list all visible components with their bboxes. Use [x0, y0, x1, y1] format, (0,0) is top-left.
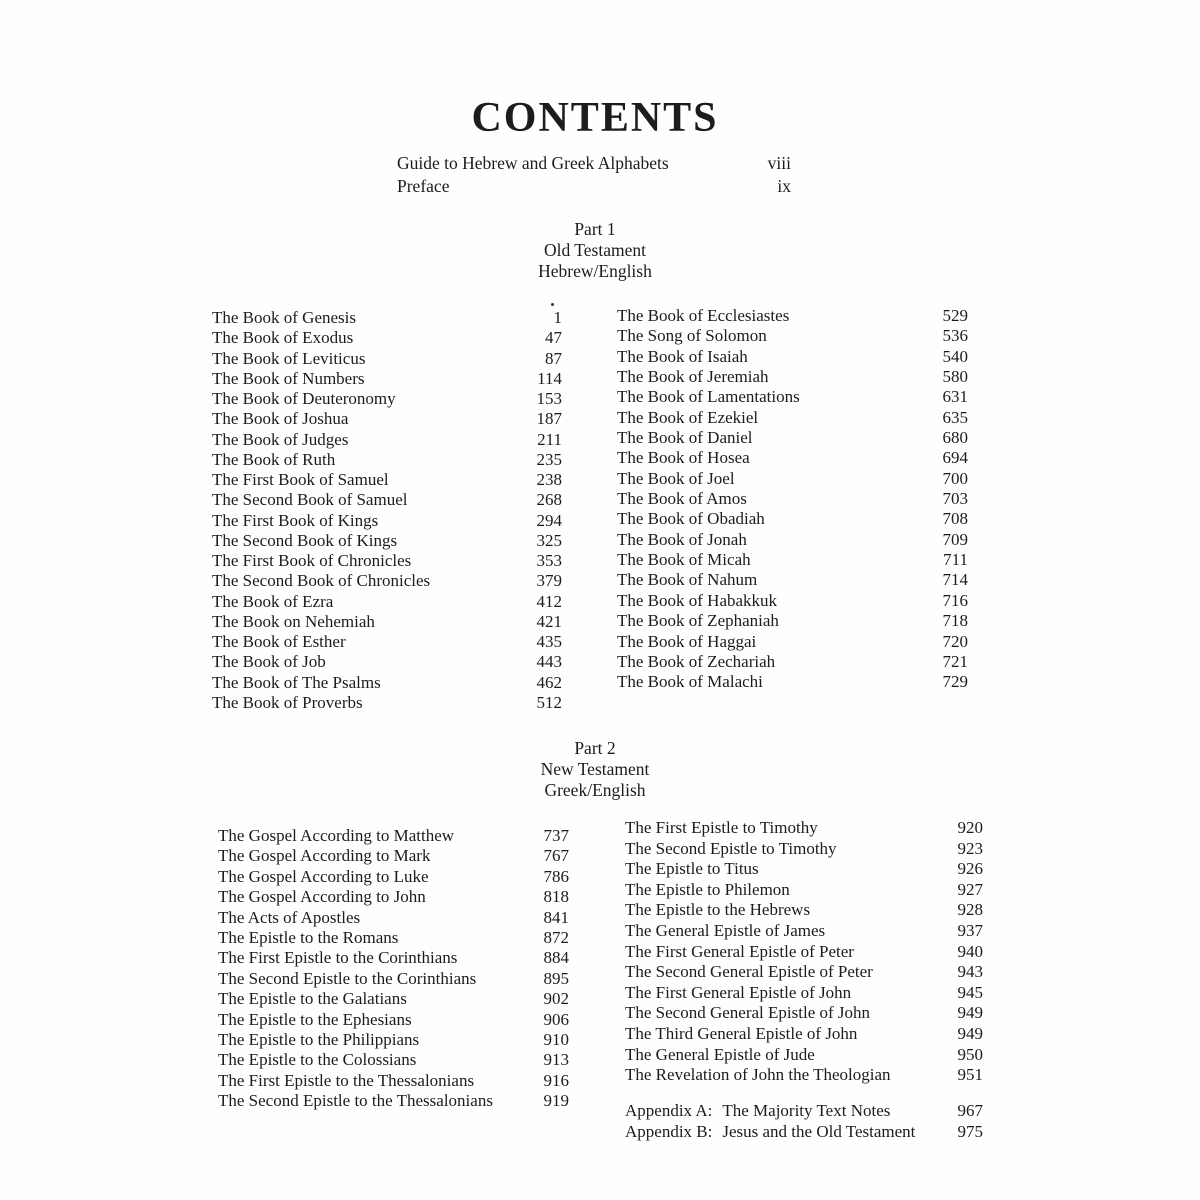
entry-title: Preface: [397, 176, 450, 196]
entry-page-number: ix: [777, 176, 791, 196]
entry-page-number: 238: [536, 470, 562, 489]
toc-entry: [617, 448, 968, 468]
toc-entry: [625, 880, 983, 901]
entry-page-number: 709: [942, 529, 968, 549]
toc-entry: [212, 652, 562, 672]
entry-title: The General Epistle of Jude: [625, 1044, 815, 1064]
entry-page-number: 928: [957, 900, 983, 920]
entry-title: The Book of Job: [212, 652, 326, 672]
front-matter-list: [397, 152, 791, 198]
entry-page-number: 412: [536, 591, 562, 611]
entry-title: The Book of Jeremiah: [617, 367, 769, 387]
entry-page-number: 943: [957, 962, 983, 982]
entry-page-number: 940: [957, 941, 983, 961]
entry-page-number: 708: [942, 509, 968, 529]
entry-page-number: 703: [942, 489, 968, 509]
entry-page-number: 153: [536, 389, 562, 408]
entry-page-number: 114: [537, 368, 562, 388]
toc-entry: [218, 969, 569, 989]
toc-entry: [218, 826, 569, 846]
toc-entry: [212, 592, 562, 612]
toc-entry: [617, 469, 968, 489]
toc-entry: [218, 887, 569, 907]
entry-page-number: 975: [957, 1122, 983, 1141]
part-2-languages: Greek/English: [544, 780, 646, 800]
entry-title: The Epistle to the Hebrews: [625, 900, 811, 920]
part-2-testament: New Testament: [540, 759, 650, 779]
toc-entry: [212, 693, 562, 713]
entry-page-number: 923: [957, 838, 983, 858]
entry-title: The Second Book of Samuel: [212, 490, 408, 510]
entry-title: The Book of Jonah: [617, 529, 747, 549]
entry-title: The First Book of Kings: [212, 510, 379, 530]
toc-entry: [218, 1010, 569, 1030]
entry-page-number: 906: [543, 1009, 569, 1029]
entry-title: The Book of Amos: [617, 489, 747, 509]
entry-page-number: 711: [943, 550, 968, 570]
entry-title: The Gospel According to Matthew: [218, 826, 455, 845]
entry-page-number: 884: [543, 948, 569, 968]
entry-page-number: 421: [536, 611, 562, 631]
front-matter-entry: [397, 152, 791, 175]
entry-title: The Book of Deuteronomy: [212, 389, 396, 408]
entry-page-number: 268: [536, 490, 562, 510]
entry-page-number: 1: [553, 308, 562, 327]
toc-entry: [617, 489, 968, 509]
entry-title: The Second Epistle to the Corinthians: [218, 968, 477, 988]
toc-entry: [212, 551, 562, 571]
toc-entry: [212, 349, 562, 369]
entry-title: The First Epistle to Timothy: [625, 818, 818, 837]
toc-entry: [625, 962, 983, 983]
entry-title: The Book of Joel: [617, 468, 735, 488]
entry-title: Guide to Hebrew and Greek Alphabets: [397, 153, 669, 173]
toc-entry: [617, 347, 968, 367]
toc-entry: [212, 409, 562, 429]
part-1-languages: Hebrew/English: [538, 261, 652, 281]
entry-title: The Epistle to the Romans: [218, 928, 399, 948]
toc-entry: [212, 308, 562, 328]
entry-title: The First General Epistle of John: [625, 982, 852, 1002]
entry-title: The Book of Numbers: [212, 368, 365, 388]
entry-title: The Book of Zechariah: [617, 651, 776, 671]
toc-entry: [625, 942, 983, 963]
entry-title: The Epistle to the Ephesians: [218, 1009, 412, 1029]
toc-entry: [617, 387, 968, 407]
part-1-heading: [0, 219, 1190, 282]
entry-page-number: 926: [957, 859, 983, 879]
entry-title: The Book of Hosea: [617, 448, 750, 468]
entry-page-number: 540: [942, 346, 968, 366]
entry-page-number: viii: [767, 153, 791, 173]
page-title: CONTENTS: [471, 95, 719, 141]
entry-page-number: 435: [536, 632, 562, 651]
toc-entry: [218, 867, 569, 887]
toc-entry: [617, 326, 968, 346]
entry-title: The Second Book of Chronicles: [212, 571, 431, 591]
entry-page-number: 916: [543, 1070, 569, 1090]
entry-title: The Book of Judges: [212, 429, 349, 449]
entry-title: The Epistle to the Philippians: [218, 1030, 420, 1050]
toc-entry: [617, 428, 968, 448]
entry-page-number: 721: [942, 651, 968, 671]
entry-title: The Book of Habakkuk: [617, 590, 778, 610]
entry-title: The Second Epistle to Timothy: [625, 838, 837, 858]
entry-title: The Book of Esther: [212, 632, 346, 651]
entry-title: The Book of Lamentations: [617, 387, 800, 407]
entry-title: The Epistle to Philemon: [625, 879, 790, 899]
toc-entry: [625, 921, 983, 942]
entry-title: The Gospel According to Luke: [218, 866, 429, 886]
appendix-label: Appendix A:: [625, 1101, 713, 1120]
toc-entry: [617, 632, 968, 652]
entry-page-number: 635: [942, 407, 968, 427]
print-artifact-dot: [551, 303, 554, 306]
entry-page-number: 950: [957, 1044, 983, 1064]
entry-page-number: 580: [942, 367, 968, 387]
toc-entry: [218, 846, 569, 866]
entry-page-number: 872: [543, 928, 569, 948]
entry-title: The Majority Text Notes: [722, 1101, 891, 1120]
toc-entry: [218, 1030, 569, 1050]
entry-title: The First General Epistle of Peter: [625, 941, 854, 961]
toc-entry: [625, 818, 983, 839]
toc-entry: [218, 1071, 569, 1091]
toc-entry: [212, 673, 562, 693]
front-matter-entry: [397, 175, 791, 198]
new-testament-left-column: [218, 826, 569, 1112]
toc-entry: [212, 511, 562, 531]
entry-page-number: 512: [536, 692, 562, 712]
appendix-entry: [625, 1121, 983, 1142]
entry-title: The Song of Solomon: [617, 326, 767, 346]
entry-title: The Book of Nahum: [617, 570, 758, 590]
entry-page-number: 919: [543, 1091, 569, 1111]
entry-title: The Book of Proverbs: [212, 692, 363, 712]
toc-entry: [617, 550, 968, 570]
entry-title: The Book of Joshua: [212, 409, 349, 429]
entry-page-number: 767: [543, 846, 569, 866]
toc-entry: [212, 389, 562, 409]
toc-entry: [625, 1045, 983, 1066]
entry-title: The Book of Exodus: [212, 328, 354, 348]
entry-title: The Book of Ezekiel: [617, 407, 759, 427]
old-testament-right-column: [617, 306, 968, 693]
entry-title: The Book of Genesis: [212, 308, 357, 327]
toc-entry: [617, 367, 968, 387]
entry-title: The Epistle to Titus: [625, 859, 759, 879]
toc-entry: [617, 591, 968, 611]
entry-page-number: 818: [543, 887, 569, 907]
entry-title: The Book of Ezra: [212, 591, 334, 611]
toc-entry: [212, 470, 562, 490]
entry-title: The Book of The Psalms: [212, 672, 381, 692]
entry-page-number: 949: [957, 1023, 983, 1043]
toc-entry: [212, 328, 562, 348]
toc-entry: [625, 900, 983, 921]
toc-entry: [625, 859, 983, 880]
appendix-entry: [625, 1100, 983, 1121]
entry-title: The Gospel According to Mark: [218, 846, 431, 866]
entry-page-number: 529: [942, 306, 968, 325]
entry-page-number: 235: [536, 449, 562, 469]
entry-page-number: 967: [957, 1101, 983, 1120]
entry-page-number: 325: [536, 530, 562, 550]
entry-page-number: 631: [942, 387, 968, 407]
entry-page-number: 187: [536, 409, 562, 429]
toc-entry: [218, 908, 569, 928]
entry-page-number: 945: [957, 982, 983, 1002]
entry-page-number: 927: [957, 879, 983, 899]
entry-title: The Book of Daniel: [617, 428, 753, 448]
toc-entry: [212, 612, 562, 632]
entry-title: The Third General Epistle of John: [625, 1023, 858, 1043]
entry-page-number: 443: [536, 652, 562, 672]
entry-title: The Book of Malachi: [617, 672, 763, 692]
part-2-heading: [0, 738, 1190, 801]
entry-page-number: 714: [942, 570, 968, 590]
entry-title: The Book on Nehemiah: [212, 611, 375, 631]
toc-entry: [218, 989, 569, 1009]
entry-page-number: 910: [543, 1030, 569, 1050]
entry-title: The First Book of Samuel: [212, 470, 389, 489]
toc-entry: [617, 570, 968, 590]
entry-page-number: 718: [942, 611, 968, 631]
new-testament-right-column: [625, 818, 983, 1086]
entry-page-number: 920: [957, 818, 983, 837]
toc-entry: [218, 1050, 569, 1070]
toc-entry: [617, 509, 968, 529]
entry-page-number: 729: [942, 672, 968, 692]
entry-title: The Book of Obadiah: [617, 509, 765, 529]
entry-title: The First Book of Chronicles: [212, 551, 412, 570]
toc-entry: [617, 530, 968, 550]
toc-entry: [212, 369, 562, 389]
entry-page-number: 737: [543, 826, 569, 845]
toc-entry: [218, 928, 569, 948]
entry-title: The Gospel According to John: [218, 887, 426, 907]
entry-title: The Revelation of John the Theologian: [625, 1065, 891, 1085]
entry-page-number: 294: [536, 510, 562, 530]
toc-entry: [625, 839, 983, 860]
entry-title: The Book of Micah: [617, 550, 751, 570]
entry-page-number: 379: [536, 571, 562, 591]
entry-title: The Book of Leviticus: [212, 348, 366, 368]
toc-entry: [212, 450, 562, 470]
entry-title: The General Epistle of James: [625, 920, 826, 940]
toc-entry: [212, 531, 562, 551]
entry-page-number: 462: [536, 672, 562, 692]
entry-title: The Book of Isaiah: [617, 346, 748, 366]
entry-title: Jesus and the Old Testament: [722, 1122, 916, 1141]
entry-title: The Acts of Apostles: [218, 907, 361, 927]
toc-entry: [218, 1091, 569, 1111]
entry-page-number: 937: [957, 920, 983, 940]
entry-page-number: 87: [545, 348, 562, 368]
entry-page-number: 949: [957, 1003, 983, 1023]
toc-entry: [212, 430, 562, 450]
entry-page-number: 786: [543, 866, 569, 886]
entry-page-number: 841: [543, 907, 569, 927]
entry-title: The Book of Haggai: [617, 631, 757, 651]
toc-entry: [617, 306, 968, 326]
toc-entry: [212, 490, 562, 510]
entry-title: The Second Book of Kings: [212, 530, 398, 550]
toc-entry: [617, 672, 968, 692]
appendix-label: Appendix B:: [625, 1122, 713, 1141]
appendices-list: [625, 1100, 983, 1142]
toc-entry: [625, 1024, 983, 1045]
entry-page-number: 353: [536, 551, 562, 570]
toc-entry: [212, 632, 562, 652]
entry-title: The Book of Zephaniah: [617, 611, 779, 631]
entry-page-number: 47: [545, 328, 562, 348]
entry-page-number: 211: [537, 429, 562, 449]
entry-title: The Epistle to the Galatians: [218, 989, 407, 1009]
toc-entry: [617, 652, 968, 672]
part-2-label: Part 2: [574, 738, 616, 758]
entry-title: The Book of Ecclesiastes: [617, 306, 790, 325]
entry-title: The First Epistle to the Thessalonians: [218, 1070, 475, 1090]
entry-page-number: 720: [942, 631, 968, 651]
entry-page-number: 694: [942, 448, 968, 468]
entry-title: The Second General Epistle of Peter: [625, 962, 873, 982]
old-testament-left-column: [212, 308, 562, 713]
entry-title: The Book of Ruth: [212, 449, 336, 469]
entry-title: The Second Epistle to the Thessalonians: [218, 1091, 493, 1111]
entry-page-number: 913: [543, 1050, 569, 1070]
entry-page-number: 700: [942, 468, 968, 488]
toc-entry: [625, 1003, 983, 1024]
toc-entry: [617, 611, 968, 631]
toc-entry: [625, 983, 983, 1004]
part-1-testament: Old Testament: [544, 240, 646, 260]
toc-entry: [617, 408, 968, 428]
entry-page-number: 680: [942, 428, 968, 448]
toc-entry: [625, 1065, 983, 1086]
toc-entry: [212, 571, 562, 591]
entry-page-number: 536: [942, 326, 968, 346]
entry-page-number: 951: [957, 1065, 983, 1085]
toc-entry: [218, 948, 569, 968]
entry-title: The Epistle to the Colossians: [218, 1050, 417, 1070]
entry-page-number: 716: [942, 590, 968, 610]
entry-title: The Second General Epistle of John: [625, 1003, 871, 1023]
entry-title: The First Epistle to the Corinthians: [218, 948, 458, 968]
entry-page-number: 895: [543, 968, 569, 988]
part-1-label: Part 1: [574, 219, 616, 239]
entry-page-number: 902: [543, 989, 569, 1009]
